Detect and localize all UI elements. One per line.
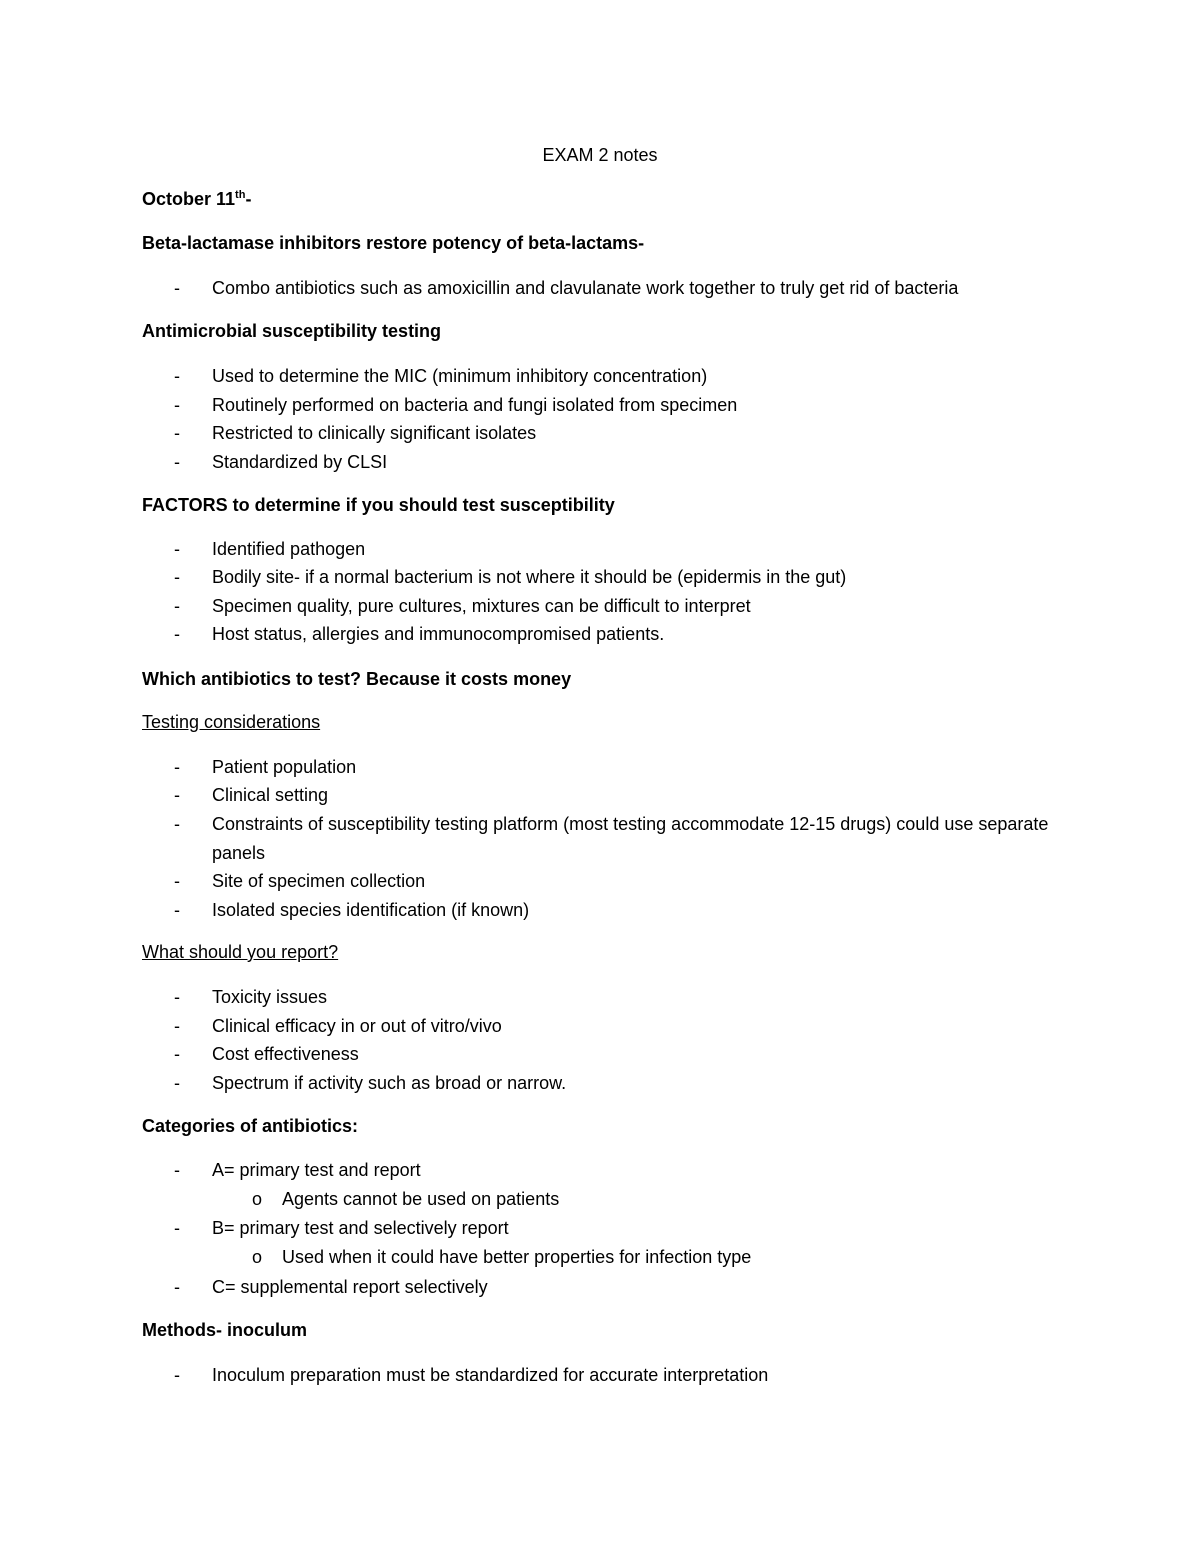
section-heading-which: Which antibiotics to test? Because it costs money [142, 669, 572, 689]
section-heading-beta: Beta-lactamase inhibitors restore potency of beta-lactams- [142, 233, 645, 253]
section-heading-methods: Methods- inoculum [142, 1320, 307, 1340]
section-heading-categories: Categories of antibiotics: [142, 1116, 359, 1136]
document-page: EXAM 2 notes October 11th- Beta-lactamase inhibitors restore potency of beta-lactams- - Combo antibiotics such as amoxicillin and clavulanate work together to truly get rid of bacteria Antimicrobial susceptibility testing - Used to determine the MIC (minimum inhibitory concentration) - Routinely performed on bacteria and fungi isolated from specimen - Restricted to clinically significant isolates - Standardized by CLSI FACTORS to determine if you should test susceptibility - Identified pathogen - Bodily site- if a normal bacterium is not where it should be (epidermis in the gut) - Specimen quality, pure cultures, mixtures can be difficult to interpret - Host status, allergies and immunocompromised patients. Which antibiotics to test? Because it costs money Testing considerations - Patient population - Clinical setting - Constraints of susceptibility testing platform (most testing accommodate 12-15 drugs) could use separate panels - Site of specimen collection - Isolated species identification (if known) What should you report? - Toxicity issues - Clinical efficacy in or out of vitro/vivo - Cost effectiveness - Spectrum if activity such as broad or narrow. Categories of antibiotics: - A= primary test and report o Agents cannot be used on patients - B= primary test and selectively report o Used when it could have better properties for infection type - C= supplemental report selectively Methods- inoculum - Inoculum preparation must be standardized for accurate interpretation [0, 0, 1200, 1553]
section-heading-ast: Antimicrobial susceptibility testing [142, 321, 442, 341]
document-title: EXAM 2 notes [542, 145, 658, 165]
date-heading: October 11th- [142, 189, 252, 209]
section-heading-factors: FACTORS to determine if you should test susceptibility [142, 495, 615, 515]
subheading-report: What should you report? [142, 942, 339, 962]
subheading-testing: Testing considerations [142, 712, 321, 732]
